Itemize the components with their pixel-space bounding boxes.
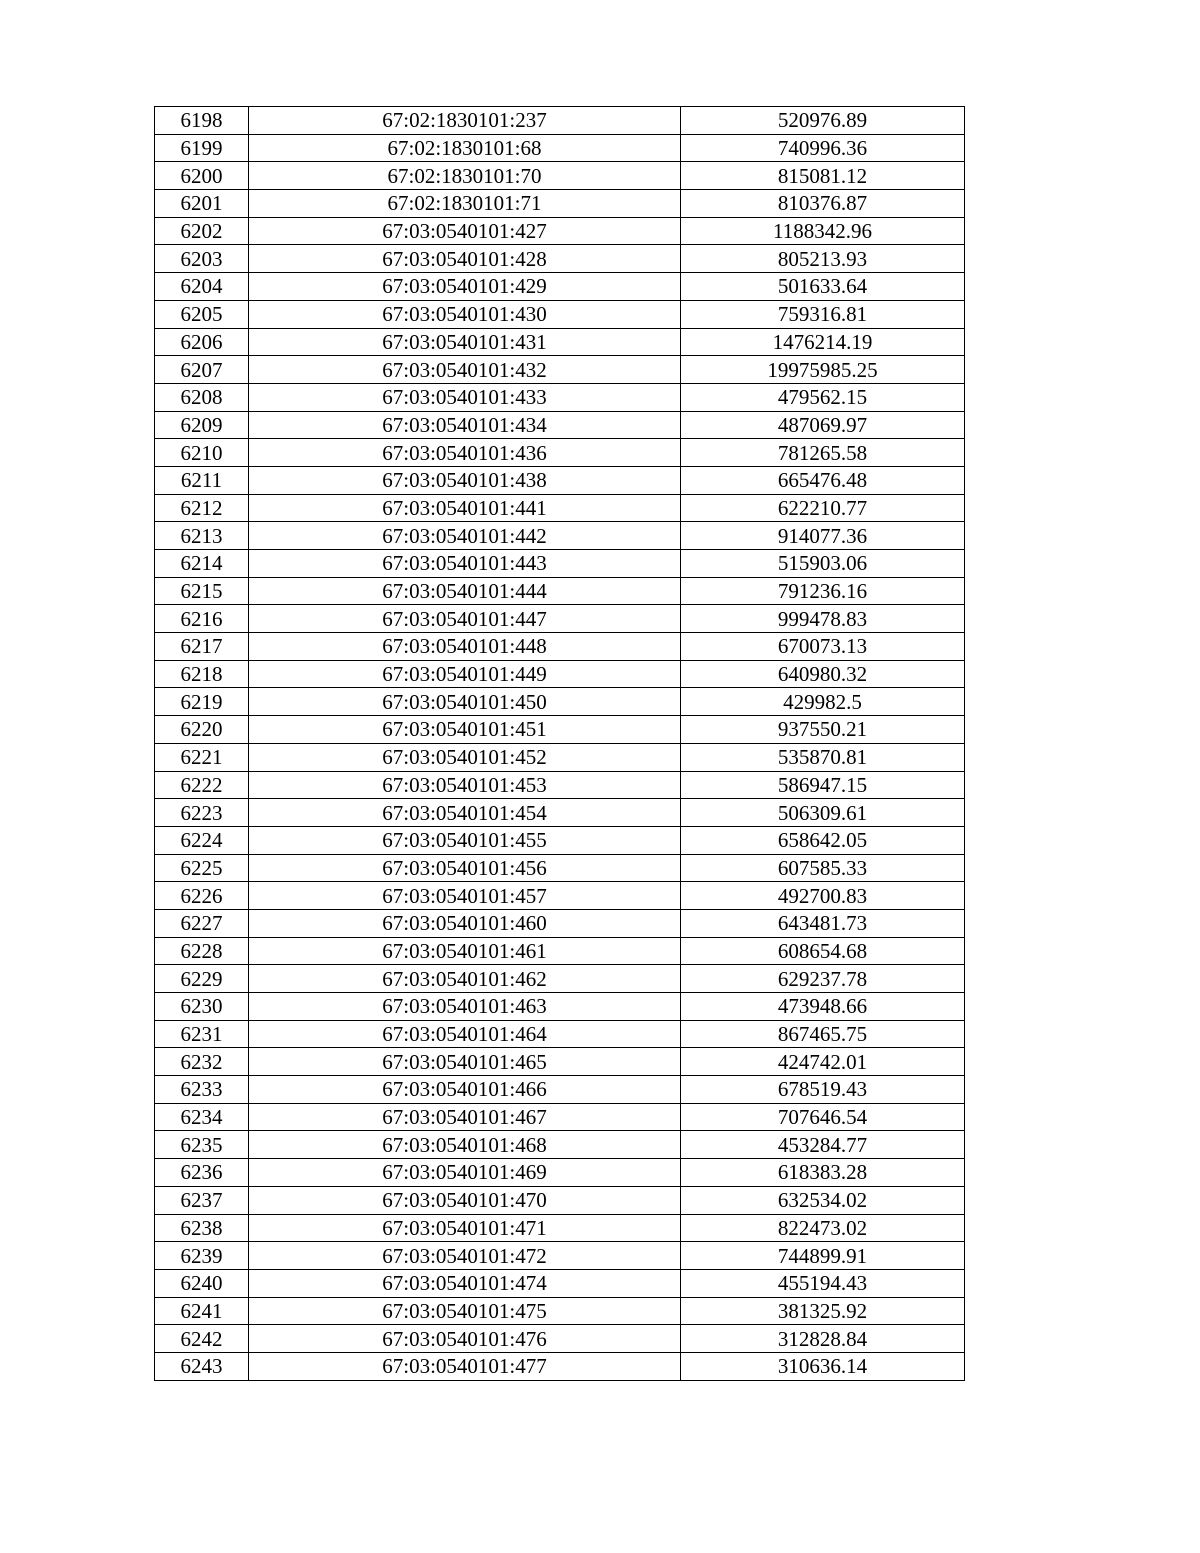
table-body: [155, 107, 965, 1381]
value-cell: 607585.33: [681, 854, 965, 882]
value-cell: 455194.43: [681, 1269, 965, 1297]
cadastral-number-cell: 67:03:0540101:428: [249, 245, 681, 273]
table-row: [155, 1269, 965, 1297]
table-row: [155, 937, 965, 965]
cadastral-number-cell: 67:03:0540101:448: [249, 633, 681, 661]
table-row: [155, 107, 965, 135]
row-number-cell: 6218: [155, 660, 249, 688]
row-number-cell: 6214: [155, 550, 249, 578]
table-row: [155, 522, 965, 550]
value-cell: 707646.54: [681, 1103, 965, 1131]
table-row: [155, 1076, 965, 1104]
cadastral-number-cell: 67:03:0540101:469: [249, 1159, 681, 1187]
row-number-cell: 6240: [155, 1269, 249, 1297]
row-number-cell: 6243: [155, 1352, 249, 1380]
row-number-cell: 6227: [155, 909, 249, 937]
row-number-cell: 6221: [155, 743, 249, 771]
value-cell: 632534.02: [681, 1186, 965, 1214]
table-row: [155, 660, 965, 688]
table-row: [155, 1131, 965, 1159]
row-number-cell: 6222: [155, 771, 249, 799]
table-row: [155, 1214, 965, 1242]
table-row: [155, 245, 965, 273]
value-cell: 506309.61: [681, 799, 965, 827]
row-number-cell: 6234: [155, 1103, 249, 1131]
row-number-cell: 6213: [155, 522, 249, 550]
value-cell: 608654.68: [681, 937, 965, 965]
row-number-cell: 6217: [155, 633, 249, 661]
row-number-cell: 6229: [155, 965, 249, 993]
table-row: [155, 799, 965, 827]
row-number-cell: 6235: [155, 1131, 249, 1159]
table-row: [155, 328, 965, 356]
value-cell: 665476.48: [681, 466, 965, 494]
value-cell: 759316.81: [681, 300, 965, 328]
cadastral-number-cell: 67:03:0540101:432: [249, 356, 681, 384]
cadastral-number-cell: 67:03:0540101:441: [249, 494, 681, 522]
row-number-cell: 6212: [155, 494, 249, 522]
value-cell: 312828.84: [681, 1325, 965, 1353]
value-cell: 629237.78: [681, 965, 965, 993]
cadastral-number-cell: 67:03:0540101:451: [249, 716, 681, 744]
value-cell: 453284.77: [681, 1131, 965, 1159]
row-number-cell: 6231: [155, 1020, 249, 1048]
table-row: [155, 577, 965, 605]
cadastral-number-cell: 67:03:0540101:465: [249, 1048, 681, 1076]
row-number-cell: 6207: [155, 356, 249, 384]
table-row: [155, 688, 965, 716]
table-row: [155, 1103, 965, 1131]
table-row: [155, 466, 965, 494]
value-cell: 678519.43: [681, 1076, 965, 1104]
table-row: [155, 1048, 965, 1076]
row-number-cell: 6198: [155, 107, 249, 135]
row-number-cell: 6241: [155, 1297, 249, 1325]
value-cell: 520976.89: [681, 107, 965, 135]
value-cell: 781265.58: [681, 439, 965, 467]
table-row: [155, 439, 965, 467]
data-table: [154, 106, 965, 1381]
value-cell: 791236.16: [681, 577, 965, 605]
row-number-cell: 6219: [155, 688, 249, 716]
value-cell: 740996.36: [681, 134, 965, 162]
cadastral-number-cell: 67:03:0540101:429: [249, 273, 681, 301]
cadastral-number-cell: 67:03:0540101:449: [249, 660, 681, 688]
value-cell: 670073.13: [681, 633, 965, 661]
table-row: [155, 190, 965, 218]
value-cell: 515903.06: [681, 550, 965, 578]
row-number-cell: 6205: [155, 300, 249, 328]
value-cell: 1476214.19: [681, 328, 965, 356]
cadastral-number-cell: 67:03:0540101:455: [249, 826, 681, 854]
cadastral-number-cell: 67:03:0540101:442: [249, 522, 681, 550]
cadastral-number-cell: 67:03:0540101:474: [249, 1269, 681, 1297]
value-cell: 914077.36: [681, 522, 965, 550]
cadastral-number-cell: 67:03:0540101:462: [249, 965, 681, 993]
value-cell: 501633.64: [681, 273, 965, 301]
cadastral-number-cell: 67:03:0540101:475: [249, 1297, 681, 1325]
table-row: [155, 716, 965, 744]
table-row: [155, 605, 965, 633]
cadastral-number-cell: 67:02:1830101:237: [249, 107, 681, 135]
row-number-cell: 6223: [155, 799, 249, 827]
row-number-cell: 6242: [155, 1325, 249, 1353]
cadastral-number-cell: 67:03:0540101:464: [249, 1020, 681, 1048]
cadastral-number-cell: 67:03:0540101:430: [249, 300, 681, 328]
row-number-cell: 6236: [155, 1159, 249, 1187]
row-number-cell: 6199: [155, 134, 249, 162]
cadastral-number-cell: 67:02:1830101:71: [249, 190, 681, 218]
table-row: [155, 1020, 965, 1048]
row-number-cell: 6209: [155, 411, 249, 439]
row-number-cell: 6220: [155, 716, 249, 744]
value-cell: 424742.01: [681, 1048, 965, 1076]
value-cell: 479562.15: [681, 383, 965, 411]
cadastral-number-cell: 67:03:0540101:453: [249, 771, 681, 799]
value-cell: 810376.87: [681, 190, 965, 218]
row-number-cell: 6228: [155, 937, 249, 965]
value-cell: 492700.83: [681, 882, 965, 910]
row-number-cell: 6210: [155, 439, 249, 467]
cadastral-number-cell: 67:03:0540101:456: [249, 854, 681, 882]
value-cell: 618383.28: [681, 1159, 965, 1187]
table-row: [155, 383, 965, 411]
value-cell: 310636.14: [681, 1352, 965, 1380]
cadastral-number-cell: 67:03:0540101:434: [249, 411, 681, 439]
cadastral-number-cell: 67:03:0540101:447: [249, 605, 681, 633]
table-row: [155, 550, 965, 578]
row-number-cell: 6224: [155, 826, 249, 854]
table-row: [155, 1297, 965, 1325]
row-number-cell: 6232: [155, 1048, 249, 1076]
cadastral-number-cell: 67:03:0540101:436: [249, 439, 681, 467]
value-cell: 622210.77: [681, 494, 965, 522]
cadastral-number-cell: 67:03:0540101:460: [249, 909, 681, 937]
table-row: [155, 993, 965, 1021]
cadastral-number-cell: 67:03:0540101:438: [249, 466, 681, 494]
value-cell: 487069.97: [681, 411, 965, 439]
cadastral-number-cell: 67:03:0540101:454: [249, 799, 681, 827]
cadastral-number-cell: 67:03:0540101:476: [249, 1325, 681, 1353]
value-cell: 643481.73: [681, 909, 965, 937]
table-row: [155, 882, 965, 910]
value-cell: 999478.83: [681, 605, 965, 633]
row-number-cell: 6238: [155, 1214, 249, 1242]
row-number-cell: 6233: [155, 1076, 249, 1104]
cadastral-number-cell: 67:03:0540101:468: [249, 1131, 681, 1159]
cadastral-number-cell: 67:03:0540101:466: [249, 1076, 681, 1104]
cadastral-number-cell: 67:03:0540101:431: [249, 328, 681, 356]
row-number-cell: 6206: [155, 328, 249, 356]
table-row: [155, 1352, 965, 1380]
table-row: [155, 273, 965, 301]
value-cell: 867465.75: [681, 1020, 965, 1048]
value-cell: 586947.15: [681, 771, 965, 799]
row-number-cell: 6230: [155, 993, 249, 1021]
table-row: [155, 1242, 965, 1270]
cadastral-number-cell: 67:03:0540101:433: [249, 383, 681, 411]
table-row: [155, 909, 965, 937]
table-row: [155, 217, 965, 245]
row-number-cell: 6216: [155, 605, 249, 633]
table-row: [155, 162, 965, 190]
table-row: [155, 965, 965, 993]
cadastral-number-cell: 67:03:0540101:444: [249, 577, 681, 605]
cadastral-number-cell: 67:03:0540101:463: [249, 993, 681, 1021]
row-number-cell: 6211: [155, 466, 249, 494]
value-cell: 658642.05: [681, 826, 965, 854]
table-row: [155, 826, 965, 854]
table-row: [155, 356, 965, 384]
row-number-cell: 6204: [155, 273, 249, 301]
value-cell: 744899.91: [681, 1242, 965, 1270]
table-row: [155, 1159, 965, 1187]
cadastral-number-cell: 67:02:1830101:68: [249, 134, 681, 162]
value-cell: 473948.66: [681, 993, 965, 1021]
row-number-cell: 6215: [155, 577, 249, 605]
cadastral-number-cell: 67:03:0540101:457: [249, 882, 681, 910]
cadastral-number-cell: 67:03:0540101:477: [249, 1352, 681, 1380]
value-cell: 535870.81: [681, 743, 965, 771]
value-cell: 805213.93: [681, 245, 965, 273]
value-cell: 19975985.25: [681, 356, 965, 384]
table-row: [155, 743, 965, 771]
value-cell: 815081.12: [681, 162, 965, 190]
table-row: [155, 411, 965, 439]
row-number-cell: 6208: [155, 383, 249, 411]
table-row: [155, 300, 965, 328]
cadastral-number-cell: 67:03:0540101:470: [249, 1186, 681, 1214]
cadastral-number-cell: 67:02:1830101:70: [249, 162, 681, 190]
table-row: [155, 771, 965, 799]
row-number-cell: 6200: [155, 162, 249, 190]
row-number-cell: 6237: [155, 1186, 249, 1214]
cadastral-number-cell: 67:03:0540101:471: [249, 1214, 681, 1242]
table-row: [155, 1186, 965, 1214]
table-row: [155, 1325, 965, 1353]
value-cell: 429982.5: [681, 688, 965, 716]
value-cell: 1188342.96: [681, 217, 965, 245]
value-cell: 381325.92: [681, 1297, 965, 1325]
row-number-cell: 6201: [155, 190, 249, 218]
cadastral-number-cell: 67:03:0540101:452: [249, 743, 681, 771]
cadastral-number-cell: 67:03:0540101:472: [249, 1242, 681, 1270]
row-number-cell: 6226: [155, 882, 249, 910]
table-row: [155, 854, 965, 882]
cadastral-number-cell: 67:03:0540101:467: [249, 1103, 681, 1131]
row-number-cell: 6225: [155, 854, 249, 882]
value-cell: 640980.32: [681, 660, 965, 688]
table-row: [155, 494, 965, 522]
table-row: [155, 134, 965, 162]
row-number-cell: 6202: [155, 217, 249, 245]
row-number-cell: 6203: [155, 245, 249, 273]
cadastral-number-cell: 67:03:0540101:443: [249, 550, 681, 578]
table-row: [155, 633, 965, 661]
cadastral-number-cell: 67:03:0540101:427: [249, 217, 681, 245]
value-cell: 937550.21: [681, 716, 965, 744]
cadastral-number-cell: 67:03:0540101:461: [249, 937, 681, 965]
row-number-cell: 6239: [155, 1242, 249, 1270]
value-cell: 822473.02: [681, 1214, 965, 1242]
cadastral-number-cell: 67:03:0540101:450: [249, 688, 681, 716]
